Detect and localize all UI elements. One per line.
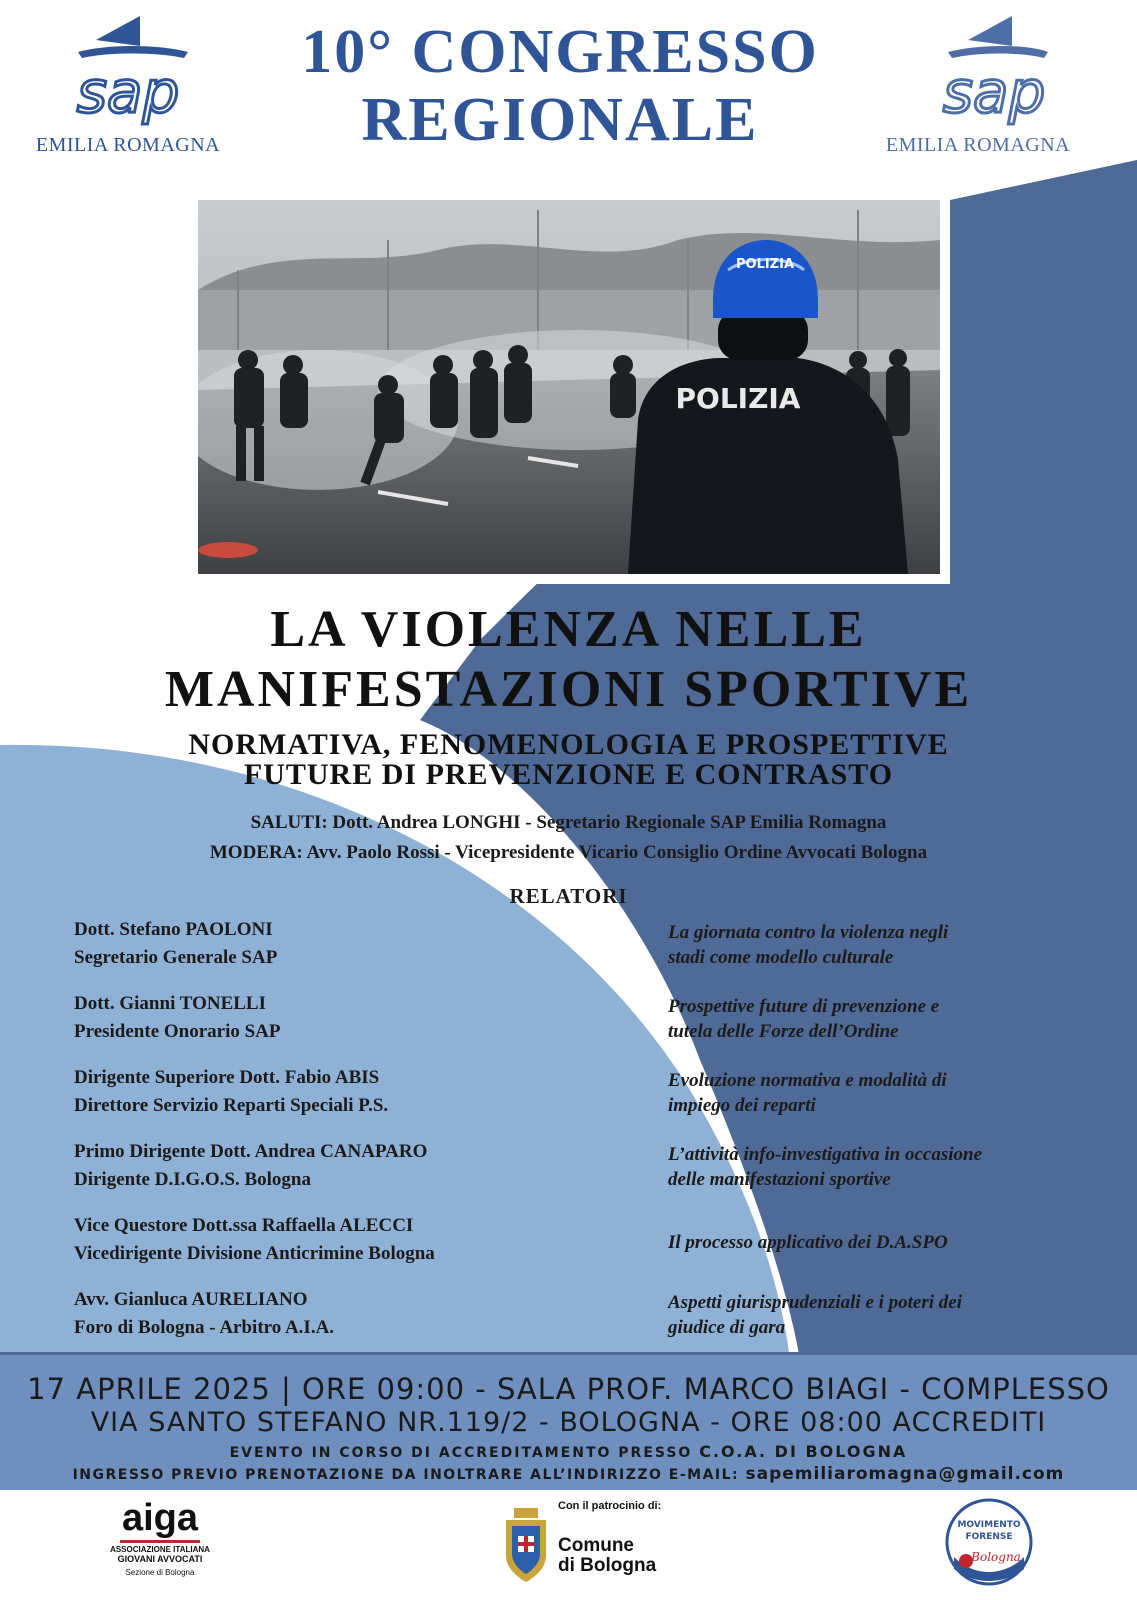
relatori-heading: RELATORI xyxy=(509,884,628,908)
subheadline-line-2: FUTURE DI PREVENZIONE E CONTRASTO xyxy=(243,758,894,791)
speaker-4 xyxy=(74,1138,427,1194)
sap-region-label: EMILIA ROMAGNA xyxy=(35,134,221,156)
speaker-1 xyxy=(74,916,277,972)
topic-6 xyxy=(668,1290,1088,1340)
police-back-label: POLIZIA xyxy=(675,382,801,415)
accreditation-text: EVENTO IN CORSO DI ACCREDITAMENTO PRESSO xyxy=(229,1445,693,1461)
topic-1 xyxy=(668,920,1088,970)
event-date-line: 17 APRILE 2025 | ORE 09:00 - SALA PROF. MARCO BIAGI - COMPLESSO xyxy=(27,1372,1110,1406)
topic-line: delle manifestazioni sportive xyxy=(668,1169,891,1190)
topic-line: La giornata contro la violenza negli xyxy=(668,922,949,943)
movimento-label: MOVIMENTO xyxy=(957,1520,1021,1530)
speaker-name: Primo Dirigente Dott. Andrea CANAPARO xyxy=(74,1141,428,1162)
accreditation-note xyxy=(0,1442,1137,1461)
sap-cap-icon xyxy=(908,10,1048,130)
event-photo xyxy=(188,190,950,584)
movimento-forense-logo xyxy=(944,1497,1034,1587)
speaker-name: Vice Questore Dott.ssa Raffaella ALECCI xyxy=(74,1215,414,1236)
topic-line: L’attività info-investigativa in occasione xyxy=(668,1144,983,1165)
sap-cap-icon xyxy=(58,10,198,130)
riot-photo-illustration xyxy=(198,200,940,574)
page-title xyxy=(230,18,890,154)
comune-label: di Bologna xyxy=(558,1555,657,1576)
aiga-section: Sezione di Bologna xyxy=(125,1568,195,1577)
sap-logo-text: sap xyxy=(76,58,180,126)
email-link[interactable]: sapemiliaromagna@gmail.com xyxy=(745,1464,1065,1484)
topic-line: giudice di gara xyxy=(668,1317,786,1338)
sap-region-label: EMILIA ROMAGNA xyxy=(885,134,1071,156)
speaker-name: Dirigente Superiore Dott. Fabio ABIS xyxy=(74,1067,380,1088)
sap-logo-text: sap xyxy=(942,58,1046,126)
speaker-2 xyxy=(74,990,281,1046)
registration-text: INGRESSO PREVIO PRENOTAZIONE DA INOLTRARE ALL’INDIRIZZO E-MAIL: xyxy=(72,1467,740,1483)
subheadline-line-1: NORMATIVA, FENOMENOLOGIA E PROSPETTIVE xyxy=(188,728,949,761)
speaker-role: Foro di Bologna - Arbitro A.I.A. xyxy=(74,1317,335,1338)
topic-2 xyxy=(668,994,1088,1044)
patrocinio-label: Con il patrocinio di: xyxy=(558,1500,662,1512)
aiga-line: ASSOCIAZIONE ITALIANA xyxy=(110,1545,210,1554)
topic-4 xyxy=(668,1142,1088,1192)
topic-line: impiego dei reparti xyxy=(668,1095,816,1116)
registration-note xyxy=(0,1464,1137,1484)
topic-line: Aspetti giurisprudenziali e i poteri dei xyxy=(668,1292,962,1313)
topic-5 xyxy=(668,1230,1088,1255)
event-venue-line: VIA SANTO STEFANO NR.119/2 - BOLOGNA - ORE 08:00 ACCREDITI xyxy=(90,1407,1047,1438)
modera-line: MODERA: Avv. Paolo Rossi - Vicepresidente Vicario Consiglio Ordine Avvocati Bologna xyxy=(209,842,928,863)
helmet-label: POLIZIA xyxy=(735,257,795,272)
speaker-name: Dott. Gianni TONELLI xyxy=(74,993,266,1014)
sap-logo-left xyxy=(18,10,238,157)
headline-line-2: MANIFESTAZIONI SPORTIVE xyxy=(164,661,973,718)
comune-label: Comune xyxy=(558,1535,634,1556)
speaker-role: Dirigente D.I.G.O.S. Bologna xyxy=(74,1169,311,1190)
speaker-name: Avv. Gianluca AURELIANO xyxy=(74,1289,308,1310)
topic-line: Evoluzione normativa e modalità di xyxy=(668,1070,947,1091)
speaker-3 xyxy=(74,1064,388,1120)
title-line-2: REGIONALE xyxy=(361,86,759,154)
saluti-line: SALUTI: Dott. Andrea LONGHI - Segretario Regionale SAP Emilia Romagna xyxy=(250,812,887,833)
speaker-5 xyxy=(74,1212,435,1268)
forense-label: FORENSE xyxy=(965,1532,1013,1542)
speaker-role: Vicedirigente Divisione Anticrimine Bologna xyxy=(74,1243,435,1264)
topic-line: tutela delle Forze dell’Ordine xyxy=(668,1021,899,1042)
speaker-role: Segretario Generale SAP xyxy=(74,947,278,968)
topic-line: stadi come modello culturale xyxy=(668,947,894,968)
title-line-1: 10° CONGRESSO xyxy=(301,18,819,86)
aiga-logo xyxy=(110,1498,210,1577)
topic-line: Il processo applicativo dei D.A.SPO xyxy=(668,1232,948,1253)
speaker-role: Direttore Servizio Reparti Speciali P.S. xyxy=(74,1095,389,1116)
aiga-wordmark: aiga xyxy=(121,1497,199,1539)
topic-3 xyxy=(668,1068,1088,1118)
aiga-line: GIOVANI AVVOCATI xyxy=(117,1554,203,1564)
coa-label: C.O.A. DI BOLOGNA xyxy=(699,1442,908,1461)
movimento-forense-icon xyxy=(944,1497,1034,1587)
speaker-role: Presidente Onorario SAP xyxy=(74,1021,281,1042)
speaker-name: Dott. Stefano PAOLONI xyxy=(74,919,273,940)
speaker-6 xyxy=(74,1286,334,1342)
headline-line-1: LA VIOLENZA NELLE xyxy=(270,601,867,658)
bologna-crest-icon xyxy=(500,1506,552,1586)
bologna-script: Bologna xyxy=(971,1550,1021,1564)
sap-logo-right xyxy=(868,10,1088,157)
comune-logo xyxy=(500,1500,700,1576)
topic-line: Prospettive future di prevenzione e xyxy=(668,996,940,1017)
